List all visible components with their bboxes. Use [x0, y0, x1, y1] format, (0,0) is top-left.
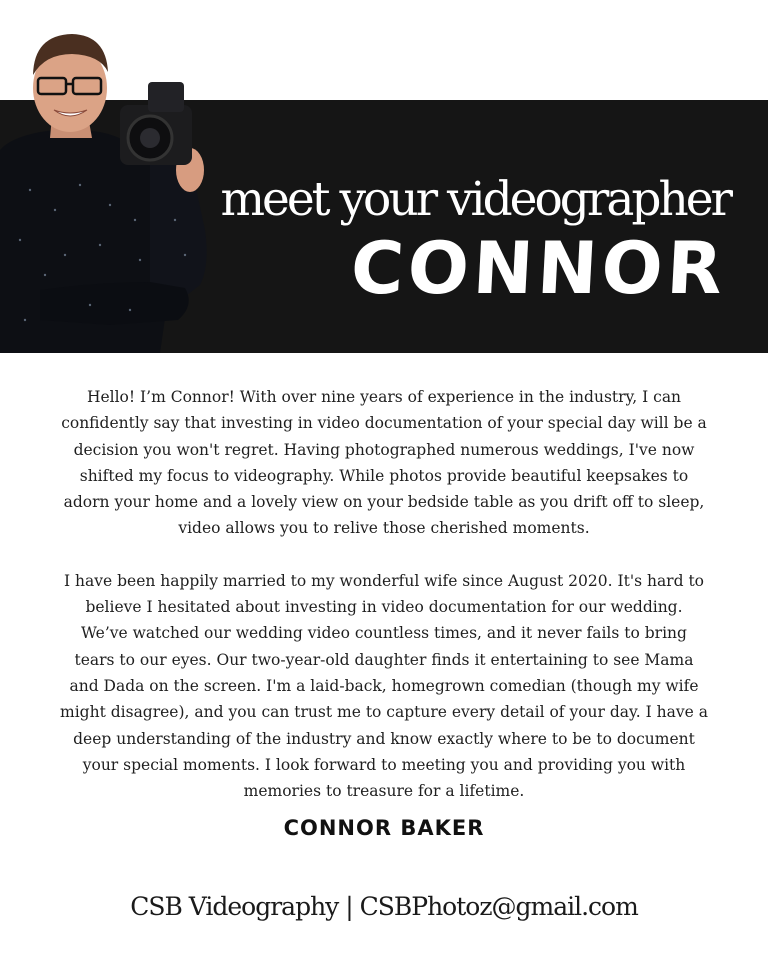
bio-paragraph-1: Hello! I’m Connor! With over nine years of experience in the industry, I can confidently say that investing in video documentation of your special day will be a decision you won't regret. Having photographed numerous weddings, I've now shifted my focus to videography. While photos provide beautiful keepsakes to adorn your home and a lovely view on your bedside table as you drift off to sleep, video allows you to relive those cherished moments.: [61, 388, 707, 538]
signature: CONNOR BAKER: [283, 816, 485, 840]
footer-contact: CSB Videography | CSBPhotoz@gmail.com: [130, 892, 638, 921]
header-tagline: meet your videographer: [220, 172, 730, 227]
bio-paragraph-2: I have been happily married to my wonderful wife since August 2020. It's hard to believe I hesitated about investing in video documentation for our wedding. We’ve watched our wedding video countless times, and it never fails to bring tears to our eyes. Our two-year-old daughter finds it entertaining to see Mama and Dada on the screen. I'm a laid-back, homegrown comedian (though my wife might disagree), and you can trust me to capture every detail of your day. I have a deep understanding of the industry and know exactly where to be to document your special moments. I look forward to meeting you and providing you with memories to treasure for a lifetime.: [60, 571, 708, 801]
videographer-name: CONNOR: [348, 226, 729, 310]
bio-section: [60, 384, 708, 830]
videographer-photo: [0, 20, 215, 353]
